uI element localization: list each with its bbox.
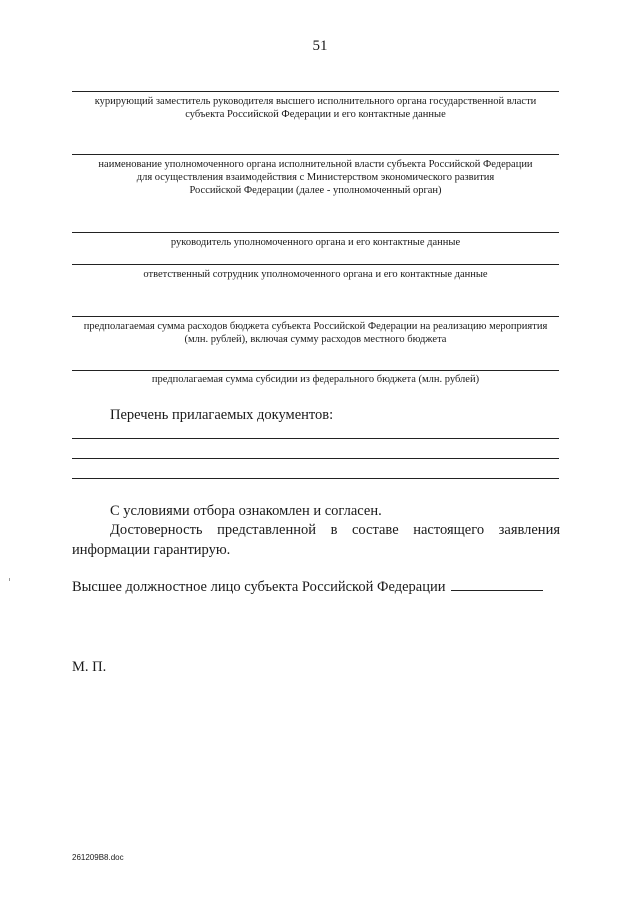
- caption-regional-budget-line-2: (млн. рублей), включая сумму расходов местного бюджета: [184, 334, 447, 345]
- documents-heading: Перечень прилагаемых документов:: [110, 407, 334, 423]
- caption-responsible-line-1: ответственный сотрудник уполномоченного органа и его контактные данные: [143, 269, 488, 280]
- field-line-authorized-body: [72, 154, 559, 155]
- caption-head: [72, 236, 559, 249]
- signature-block: [72, 578, 543, 597]
- consent-guarantee-line-1: Достоверность представленной в составе настоящего заявления: [110, 522, 560, 538]
- caption-regional-budget: [72, 320, 559, 346]
- caption-regional-budget-line-1: предполагаемая сумма расходов бюджета субъекта Российской Федерации на реализацию мероприятия: [83, 321, 548, 332]
- documents-blank-line-1: [72, 438, 559, 439]
- consent-conditions: С условиями отбора ознакомлен и согласен.: [110, 503, 382, 519]
- field-line-deputy: [72, 91, 559, 92]
- signature-blank: [451, 590, 543, 591]
- caption-responsible: [72, 268, 559, 281]
- field-line-responsible: [72, 264, 559, 265]
- consent-guarantee-line-2: информации гарантирую.: [72, 542, 231, 558]
- signature-label: Высшее должностное лицо субъекта Российской Федерации: [72, 579, 446, 595]
- documents-blank-line-2: [72, 458, 559, 459]
- field-line-regional-budget: [72, 316, 559, 317]
- caption-authorized-body: [72, 158, 559, 197]
- caption-federal-subsidy-line-1: предполагаемая сумма субсидии из федерального бюджета (млн. рублей): [151, 374, 480, 385]
- scan-speck: [9, 578, 10, 581]
- caption-deputy: [72, 95, 559, 121]
- caption-deputy-line-1: курирующий заместитель руководителя высшего исполнительного органа государственной власти: [94, 96, 537, 107]
- footer-file-name: 261209В8.doc: [72, 853, 124, 862]
- caption-authorized-body-line-2: для осуществления взаимодействия с Министерством экономического развития: [136, 172, 495, 183]
- stamp-label: М. П.: [72, 659, 107, 675]
- field-line-head: [72, 232, 559, 233]
- caption-federal-subsidy: [72, 373, 559, 386]
- documents-blank-line-3: [72, 478, 559, 479]
- caption-authorized-body-line-3: Российской Федерации (далее - уполномоченный орган): [189, 185, 442, 196]
- caption-deputy-line-2: субъекта Российской Федерации и его контактные данные: [185, 109, 446, 120]
- field-line-federal-subsidy: [72, 370, 559, 371]
- caption-authorized-body-line-1: наименование уполномоченного органа исполнительной власти субъекта Российской Федерации: [98, 159, 533, 170]
- caption-head-line-1: руководитель уполномоченного органа и его контактные данные: [170, 237, 461, 248]
- page-number: 51: [312, 38, 328, 54]
